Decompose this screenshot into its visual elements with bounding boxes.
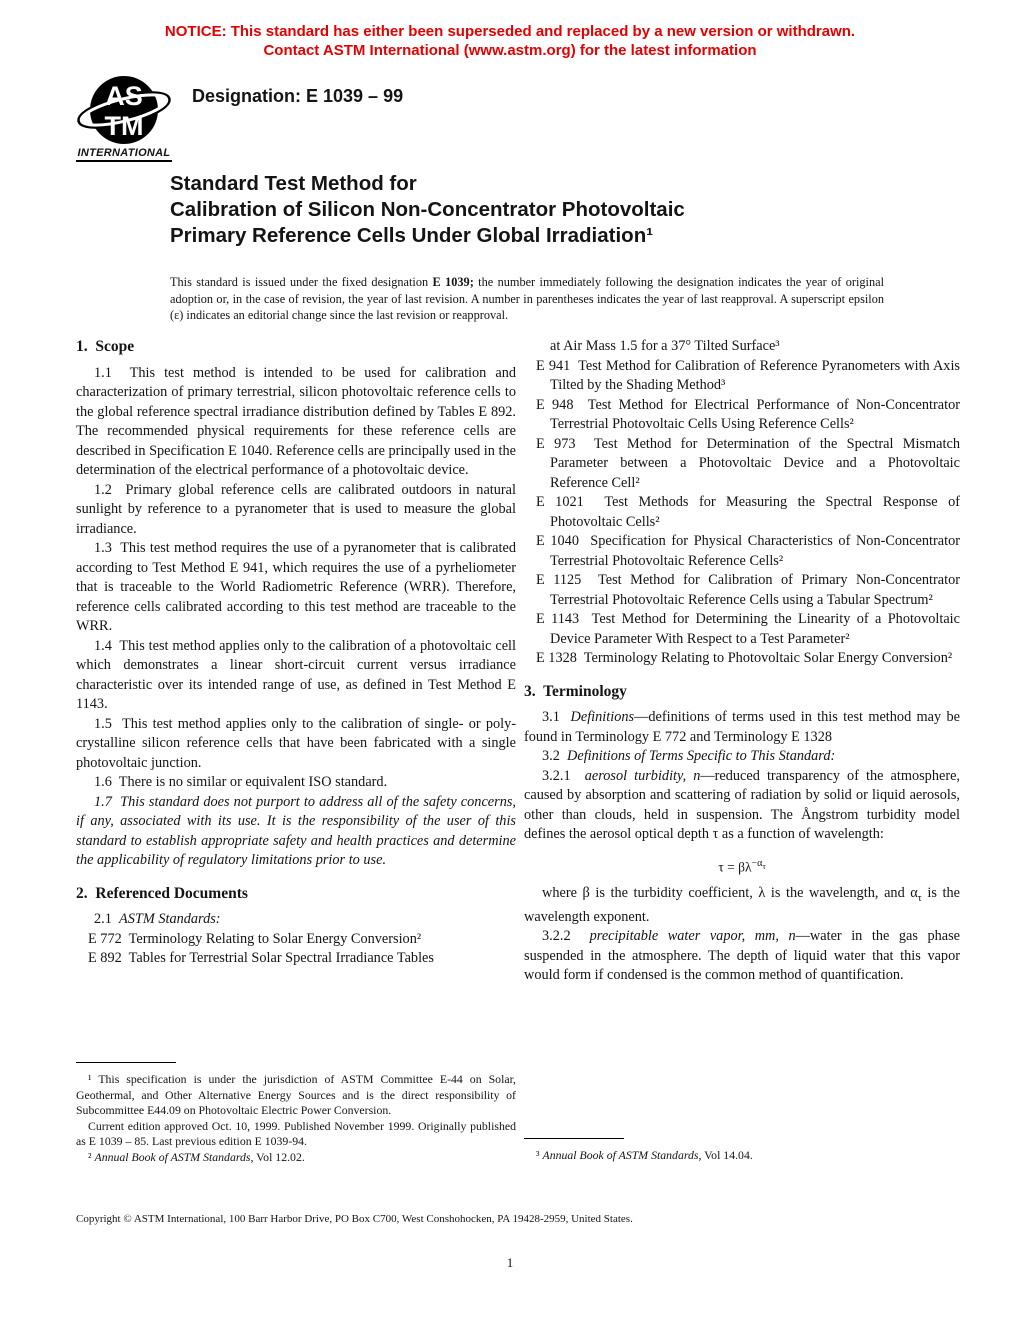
document-header — [76, 74, 403, 162]
footnote-rule — [76, 1062, 176, 1063]
issuance-note-post: the number immediately following the designation indicates the year of original adoption or, in the case of revision, the year of last revision. A number in parentheses indicates the year of last reapproval. A superscript epsilon (ε) indicates an editorial change since the last revision or reapproval. — [170, 275, 884, 323]
list-item: E 1328 Terminology Relating to Photovoltaic Solar Energy Conversion² — [536, 650, 953, 666]
list-item: E 948 Test Method for Electrical Performance of Non-Concentrator Terrestrial Photovoltaic Cells Using Reference Cells² — [536, 396, 960, 432]
title-line-2: Calibration of Silicon Non-Concentrator Photovoltaic — [170, 198, 685, 221]
footnote-1b: Current edition approved Oct. 10, 1999. Published November 1999. Originally published as E 1039 – 85. Last previous edition E 1039-94. — [76, 1118, 516, 1148]
issuance-note-designation: E 1039; — [432, 275, 474, 290]
footnote-3-volume: Vol 14.04. — [701, 1148, 753, 1162]
list-item: E 772 Terminology Relating to Solar Energy Conversion² — [88, 930, 422, 947]
astm-letters-top: AS — [105, 81, 143, 111]
para-1-7: 1.7 This standard does not purport to address all of the safety concerns, if any, associated with its use. It is the responsibility of the user of this standard to establish appropriate safety and health practices and determine the applicability of regulatory limitations prior to use. — [76, 793, 516, 868]
footnote-3-marker: ³ — [536, 1148, 543, 1162]
equation-exponent — [752, 858, 766, 869]
para-1-2: 1.2 Primary global reference cells are calibrated outdoors in natural sunlight by reference to a pyranometer that is used to measure the global irradiance. — [76, 481, 516, 537]
para-3-2-2-term: precipitable water vapor, mm, n — [589, 928, 796, 945]
para-where — [524, 884, 960, 928]
astm-letters-bottom: TM — [104, 111, 144, 141]
footnote-1a: ¹ This specification is under the jurisdiction of ASTM Committee E-44 on Solar, Geothermal, and Other Alternative Energy Sources and is the direct responsibility of Subcommittee E44.09 on Photovoltaic Electric Power Conversion. — [76, 1072, 516, 1117]
notice-line-2: Contact ASTM International (www.astm.org) for the latest information — [263, 42, 757, 59]
para-where-pre: where β is the turbidity coefficient, λ is the wavelength, and α — [542, 884, 918, 901]
list-item: E 973 Test Method for Determination of the Spectral Mismatch Parameter between a Photovoltaic Device and a Photovoltaic Reference Cell² — [536, 435, 960, 491]
section-1-heading: 1. Scope — [76, 338, 135, 355]
para-3-2-title: Definitions of Terms Specific to This Standard: — [567, 748, 836, 764]
para-3-2 — [524, 747, 960, 767]
astm-globe-icon — [76, 74, 172, 146]
para-3-2-2-text: —water in the gas phase suspended in the atmosphere. The depth of liquid water that this vapor would form if condensed is the common method of quantification. — [524, 928, 960, 984]
left-column — [76, 337, 516, 969]
para-3-2-1 — [524, 767, 960, 845]
para-where-post: is the wavelength exponent. — [524, 884, 960, 925]
para-3-2-2 — [524, 927, 960, 986]
footnote-3-source: Annual Book of ASTM Standards, — [542, 1148, 702, 1162]
list-item-continuation: at Air Mass 1.5 for a 37° Tilted Surface³ — [550, 338, 780, 354]
para-3-1-num: 3.1 — [542, 709, 571, 725]
equation-exponent-sub: τ — [762, 861, 766, 871]
para-1-1: 1.1 This test method is intended to be used for calibration and characterization of primary terrestrial, silicon photovoltaic reference cells to the global reference spectral irradiance distribution defined by Tables E 892. The recommended physical requirements for these reference cells are described in Specification E 1040. Reference cells are principally used in the determination of the electrical performance of a photovoltaic device. — [76, 364, 516, 478]
para-2-1-num: 2.1 — [94, 911, 120, 927]
para-1-5: 1.5 This test method applies only to the calibration of single- or poly-crystalline silicon reference cells that have been fabricated with a single photovoltaic junction. — [76, 715, 516, 771]
notice-line-1: NOTICE: This standard has either been superseded and replaced by a new version or withdrawn. — [164, 23, 856, 40]
list-item: E 941 Test Method for Calibration of Reference Pyranometers with Axis Tilted by the Shading Method³ — [536, 357, 960, 393]
list-item: E 1040 Specification for Physical Characteristics of Non-Concentrator Terrestrial Photovoltaic Reference Cells² — [536, 533, 960, 569]
equation-base: τ = βλ — [718, 859, 752, 874]
section-2-heading: 2. Referenced Documents — [76, 884, 248, 902]
footnote-3 — [524, 1148, 960, 1164]
footnotes-right — [524, 1138, 960, 1164]
astm-logo — [76, 74, 172, 162]
list-item: E 1125 Test Method for Calibration of Primary Non-Concentrator Terrestrial Photovoltaic Reference Cells using a Tabular Spectrum² — [536, 572, 960, 608]
list-item: E 1143 Test Method for Determining the Linearity of a Photovoltaic Device Parameter With Respect to a Test Parameter² — [536, 611, 960, 647]
footnote-rule — [524, 1138, 624, 1139]
para-2-1-title: ASTM Standards: — [119, 911, 221, 927]
para-3-2-1-text: —reduced transparency of the atmosphere, caused by absorption and scattering of radiation by solid or liquid aerosols, other than clouds, held in suspension. The Ångstrom turbidity model defines the aerosol optical depth τ as a function of wavelength: — [524, 767, 960, 842]
designation-label: Designation: E 1039 – 99 — [192, 86, 404, 106]
footnote-2-volume: Vol 12.02. — [253, 1149, 305, 1164]
issuance-note-pre: This standard is issued under the fixed designation — [170, 275, 433, 290]
para-3-1-text: —definitions of terms used in this test method may be found in Terminology E 772 and Terminology E 1328 — [524, 709, 960, 745]
para-3-1 — [524, 708, 960, 747]
para-3-2-1-num: 3.2.1 — [542, 767, 585, 784]
para-2-1 — [76, 910, 516, 930]
footnote-2-marker: ² — [88, 1149, 95, 1164]
para-3-2-num: 3.2 — [542, 748, 568, 764]
para-3-2-2-num: 3.2.2 — [542, 928, 590, 945]
standard-title — [170, 171, 910, 249]
footnote-2-source: Annual Book of ASTM Standards, — [94, 1149, 254, 1164]
turbidity-equation — [524, 854, 960, 877]
equation-exponent-alpha: −α — [751, 857, 763, 869]
footnotes-left — [76, 1062, 516, 1165]
para-1-4: 1.4 This test method applies only to the calibration of a photovoltaic cell which demonstrates a linear short-circuit current versus irradiance characteristic over its intended range of use, as defined in Test Method E 1143. — [76, 637, 516, 712]
para-1-3: 1.3 This test method requires the use of a pyranometer that is calibrated according to Test Method E 941, which requires the use of a pyrheliometer that is traceable to the World Radiometric Reference (WRR). Therefore, reference cells calibrated according to this test method are traceable to the WRR. — [76, 540, 516, 634]
para-3-1-term: Definitions — [570, 709, 635, 725]
list-item: E 1021 Test Methods for Measuring the Spectral Response of Photovoltaic Cells² — [536, 494, 960, 530]
title-line-3: Primary Reference Cells Under Global Irradiation¹ — [170, 224, 654, 247]
para-where-sub: τ — [917, 892, 922, 904]
title-line-1: Standard Test Method for — [170, 172, 417, 195]
list-item: E 892 Tables for Terrestrial Solar Spectral Irradiance Tables — [88, 950, 434, 966]
para-1-6: 1.6 There is no similar or equivalent ISO standard. — [94, 774, 388, 790]
logo-international-label: INTERNATIONAL — [76, 147, 172, 162]
page-number: 1 — [506, 1255, 514, 1270]
para-3-2-1-term: aerosol turbidity, n — [584, 767, 701, 784]
section-3-heading: 3. Terminology — [524, 682, 627, 700]
right-column — [524, 337, 960, 986]
footnote-2 — [76, 1150, 516, 1166]
supersession-notice — [0, 22, 1020, 60]
copyright-line: Copyright © ASTM International, 100 Barr Harbor Drive, PO Box C700, West Conshohocken, PA 19428-2959, United States. — [76, 1213, 633, 1225]
issuance-note — [170, 274, 884, 324]
